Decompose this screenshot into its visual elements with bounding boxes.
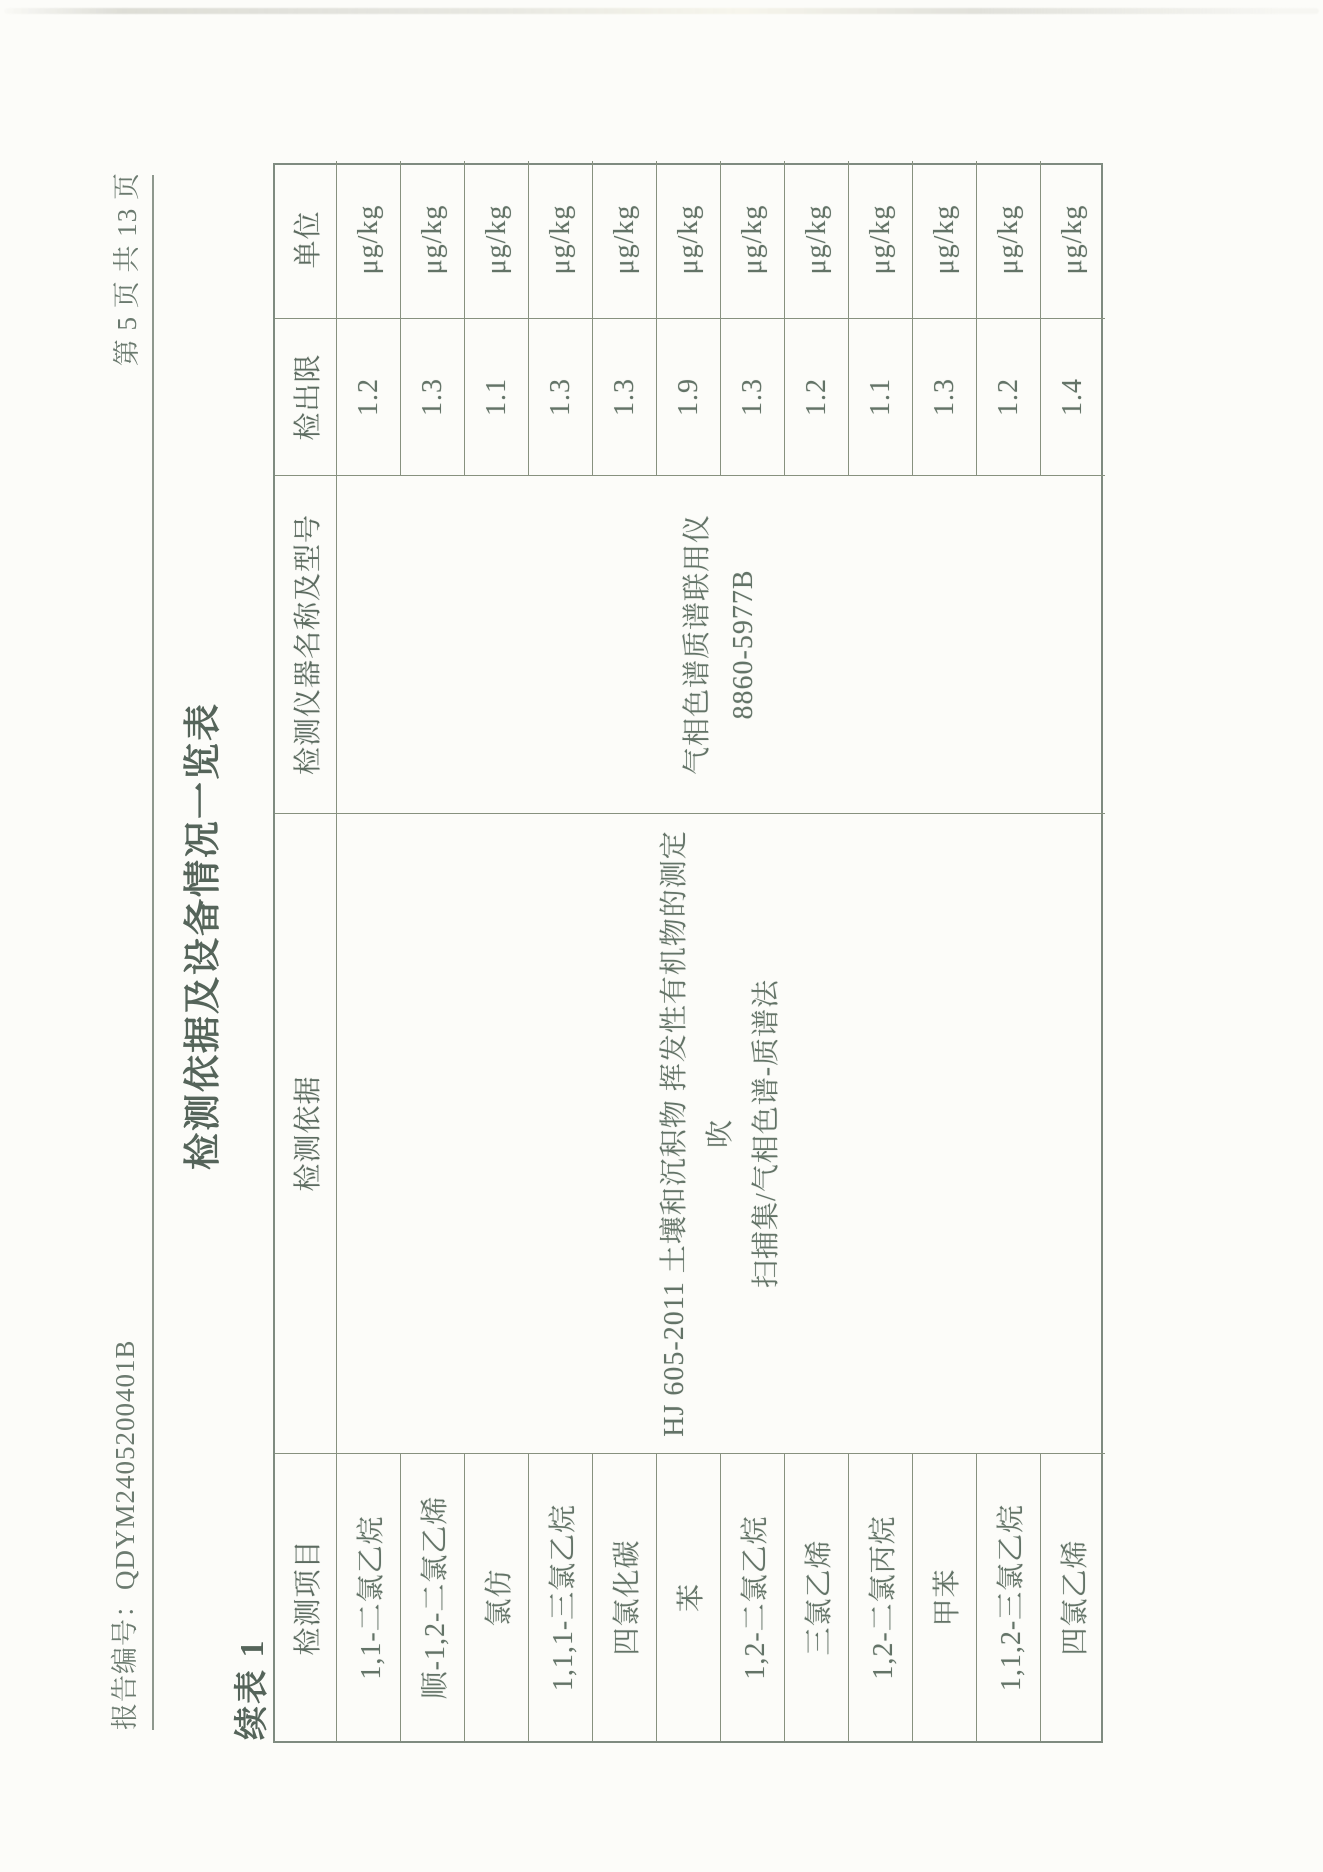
limit-cell: 1.3 (721, 318, 785, 475)
unit-cell: μg/kg (849, 161, 913, 318)
limit-cell: 1.2 (337, 318, 401, 475)
report-table (273, 163, 1103, 1743)
page-subtitle: 续表 1 (234, 1638, 271, 1740)
page-number-label: 第 5 页 共 13 页 (112, 172, 142, 367)
item-cell: 四氯化碳 (593, 1453, 657, 1741)
item-cell: 1,2-二氯乙烷 (721, 1453, 785, 1741)
item-cell: 1,1,2-三氯乙烷 (977, 1453, 1041, 1741)
limit-cell: 1.3 (529, 318, 593, 475)
item-cell: 三氯乙烯 (785, 1453, 849, 1741)
column-header-item: 检测项目 (275, 1453, 337, 1741)
instrument-cell (337, 475, 1105, 813)
report-number-label: 报告编号：QDYM2405200401B (110, 1339, 140, 1730)
item-cell: 1,1-二氯乙烷 (337, 1453, 401, 1741)
column-header-limit: 检出限 (275, 318, 337, 475)
column-header-method: 检测依据 (275, 813, 337, 1453)
unit-cell: μg/kg (401, 161, 465, 318)
item-cell: 氯仿 (465, 1453, 529, 1741)
item-cell: 四氯乙烯 (1041, 1453, 1105, 1741)
instrument-line-2: 8860-5977B (728, 569, 759, 720)
method-cell (337, 813, 1105, 1453)
limit-cell: 1.2 (977, 318, 1041, 475)
unit-cell: μg/kg (529, 161, 593, 318)
unit-cell: μg/kg (785, 161, 849, 318)
unit-cell: μg/kg (657, 161, 721, 318)
item-cell: 1,2-二氯丙烷 (849, 1453, 913, 1741)
limit-cell: 1.3 (913, 318, 977, 475)
unit-cell: μg/kg (913, 161, 977, 318)
limit-cell: 1.3 (593, 318, 657, 475)
limit-cell: 1.3 (401, 318, 465, 475)
item-cell: 顺-1,2-二氯乙烯 (401, 1453, 465, 1741)
limit-cell: 1.1 (465, 318, 529, 475)
limit-cell: 1.4 (1041, 318, 1105, 475)
unit-cell: μg/kg (337, 161, 401, 318)
method-line-1: HJ 605-2011 土壤和沉积物 挥发性有机物的测定 吹 (659, 830, 736, 1437)
unit-cell: μg/kg (977, 161, 1041, 318)
page-title: 检测依据及设备情况一览表 (183, 702, 224, 1170)
limit-cell: 1.1 (849, 318, 913, 475)
unit-cell: μg/kg (465, 161, 529, 318)
unit-cell: μg/kg (721, 161, 785, 318)
item-cell: 甲苯 (913, 1453, 977, 1741)
limit-cell: 1.2 (785, 318, 849, 475)
column-header-unit: 单位 (275, 161, 337, 318)
item-cell: 1,1,1-三氯乙烷 (529, 1453, 593, 1741)
item-cell: 苯 (657, 1453, 721, 1741)
limit-cell: 1.9 (657, 318, 721, 475)
header-rule (152, 175, 154, 1730)
column-header-instrument: 检测仪器名称及型号 (275, 475, 337, 813)
unit-cell: μg/kg (1057, 204, 1088, 275)
instrument-line-1: 气相色谱质谱联用仪 (682, 514, 713, 776)
method-line-2: 扫捕集/气相色谱-质谱法 (751, 978, 782, 1289)
unit-cell: μg/kg (593, 161, 657, 318)
